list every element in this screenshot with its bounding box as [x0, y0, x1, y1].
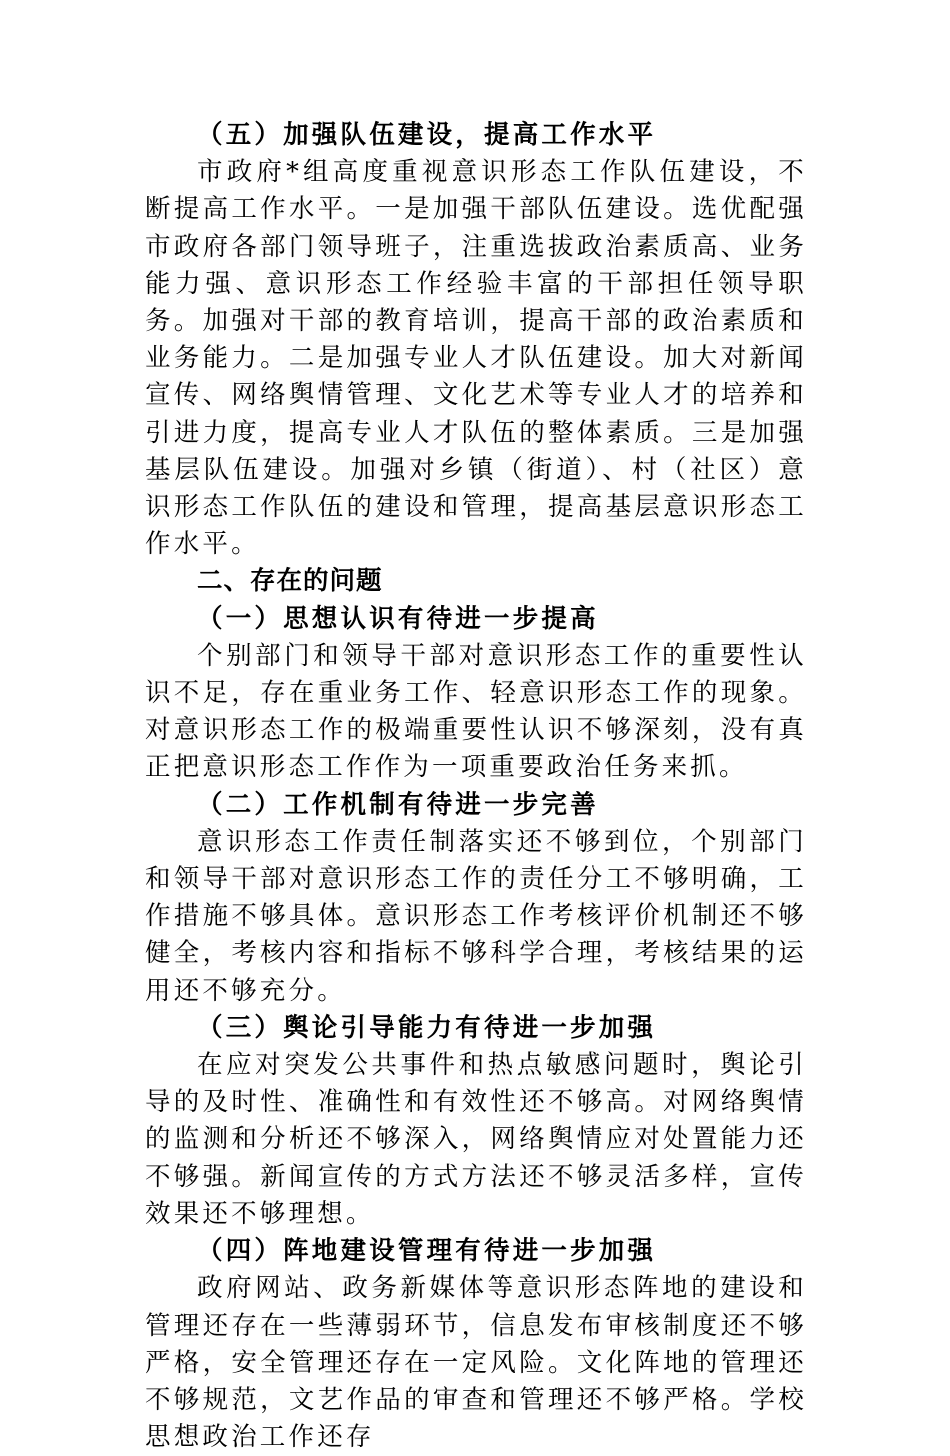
part-heading-problems: 二、存在的问题: [197, 566, 383, 597]
problem-body-3: 在应对突发公共事件和热点敏感问题时，舆论引导的及时性、准确性和有效性还不够高。对网络舆情的监测和分析还不够深入，网络舆情应对处置能力还不够强。新闻宣传的方式方法还不够灵活多样，宣传效果还不够理想。: [145, 1050, 807, 1229]
section-body-5: 市政府*组高度重视意识形态工作队伍建设，不断提高工作水平。一是加强干部队伍建设。选优配强市政府各部门领导班子，注重选拔政治素质高、业务能力强、意识形态工作经验丰富的干部担任领导职务。加强对干部的教育培训，提高干部的政治素质和业务能力。二是加强专业人才队伍建设。加大对新闻宣传、网络舆情管理、文化艺术等专业人才的培养和引进力度，提高专业人才队伍的整体素质。三是加强基层队伍建设。加强对乡镇（街道）、村（社区）意识形态工作队伍的建设和管理，提高基层意识形态工作水平。: [145, 157, 807, 560]
problem-body-4: 政府网站、政务新媒体等意识形态阵地的建设和管理还存在一些薄弱环节，信息发布审核制度还不够严格，安全管理还存在一定风险。文化阵地的管理还不够规范，文艺作品的审查和管理还不够严格。学校思想政治工作还存: [145, 1273, 807, 1453]
problem-heading-3: （三）舆论引导能力有待进一步加强: [197, 1012, 657, 1043]
document-body: [145, 117, 807, 1456]
problem-body-2: 意识形态工作责任制落实还不够到位，个别部门和领导干部对意识形态工作的责任分工不够明确，工作措施不够具体。意识形态工作考核评价机制还不够健全，考核内容和指标不够科学合理，考核结果的运用还不够充分。: [145, 826, 807, 1006]
problem-heading-4: （四）阵地建设管理有待进一步加强: [197, 1236, 657, 1267]
problem-body-1: 个别部门和领导干部对意识形态工作的重要性认识不足，存在重业务工作、轻意识形态工作的现象。对意识形态工作的极端重要性认识不够深刻，没有真正把意识形态工作作为一项重要政治任务来抓。: [145, 640, 807, 783]
problem-heading-2: （二）工作机制有待进一步完善: [197, 789, 599, 820]
section-heading-5: （五）加强队伍建设，提高工作水平: [197, 120, 657, 150]
problem-heading-1: （一）思想认识有待进一步提高: [197, 603, 599, 634]
